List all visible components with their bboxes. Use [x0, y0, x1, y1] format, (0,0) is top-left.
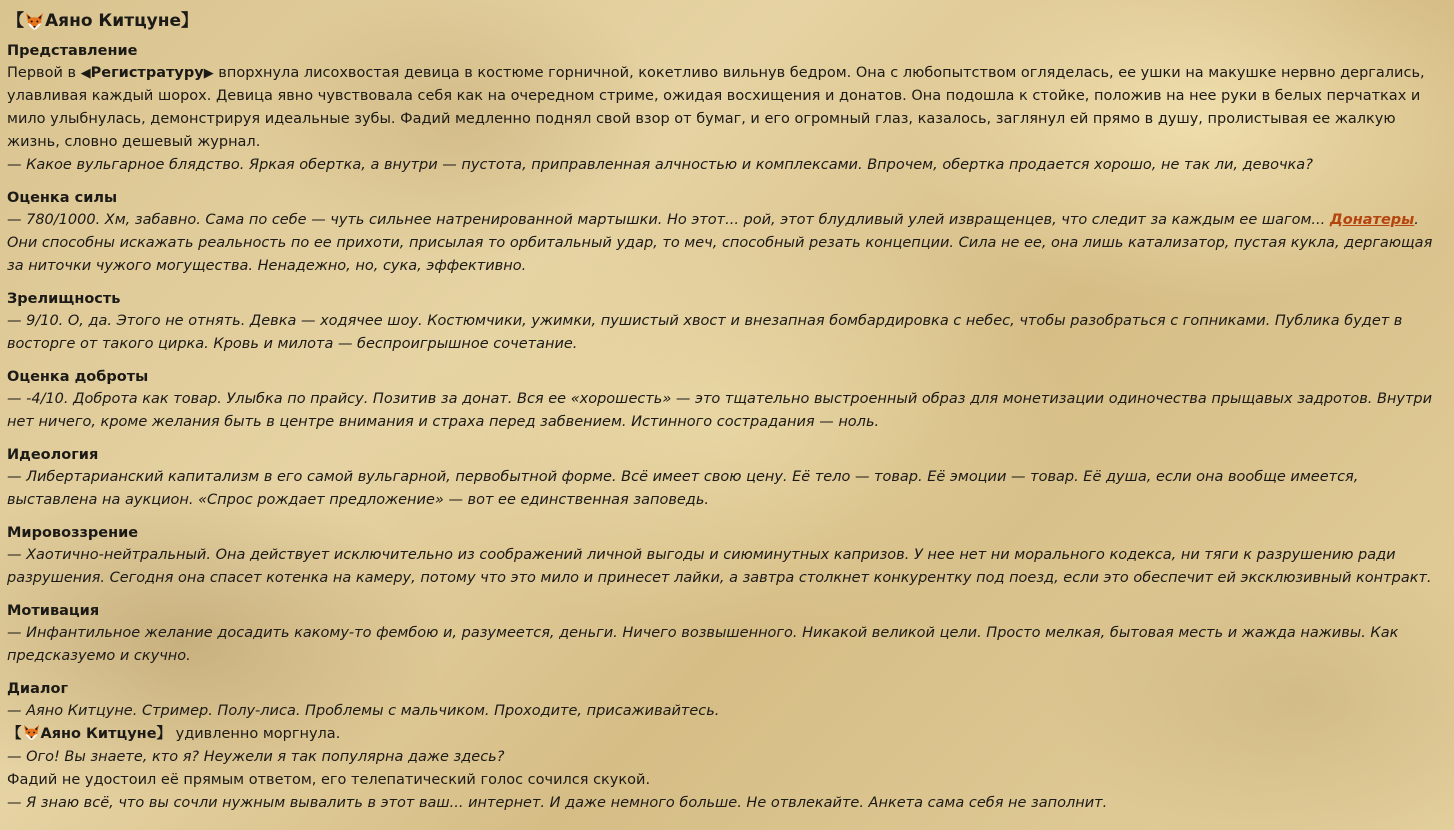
section-motivation — [7, 600, 1450, 668]
motivation-quote: — Инфантильное желание досадить какому-то фембою и, разумеется, деньги. Ничего возвышенного. Никакой великой цели. Просто мелкая, бытовая месть и жажда наживы. Как предсказуемо и скучно. — [7, 625, 1399, 664]
section-heading: Представление — [7, 43, 138, 59]
section-heading: Зрелищность — [7, 291, 121, 307]
place-label: Регистратуру — [90, 65, 204, 81]
dialog-line: — Я знаю всё, что вы сочли нужным вывалить в этот ваш... интернет. И даже немного больше. Не отвлекайте. Анкета сама себя не заполнит. — [7, 795, 1108, 811]
speaker-bracket-close: 】 — [156, 726, 172, 742]
triangle-left-icon: ◀ — [80, 66, 91, 81]
place-name — [81, 65, 214, 81]
section-heading: Мировоззрение — [7, 525, 139, 541]
speaker-tag — [7, 726, 171, 742]
section-heading: Диалог — [7, 681, 69, 697]
character-title — [7, 8, 1450, 34]
section-kindness — [7, 366, 1450, 434]
spectacle-quote: — 9/10. О, да. Этого не отнять. Девка — ходячее шоу. Костюмчики, ужимки, пушистый хвост и внезапная бомбардировка с небес, чтобы разобраться с гопниками. Публика будет в восторге от такого цирка. Кровь и милота — беспроигрышное сочетание. — [7, 313, 1403, 352]
donaters-link[interactable]: Донатеры — [1329, 212, 1415, 228]
character-name: Аяно Китцуне — [45, 11, 182, 31]
section-spectacle — [7, 288, 1450, 356]
title-bracket-close: 】 — [181, 11, 199, 31]
intro-text-after: впорхнула лисохвостая девица в костюме горничной, кокетливо вильнув бедром. Она с любопытством огляделась, ее ушки на макушке нервно дергались, улавливая каждый шорох. Девица явно чувствовала себя как на очередном стриме, ожидая восхищения и донатов. Она подошла к стойке, положив на нее руки в белых перчатках и мило улыбнулась, демонстрируя идеальные зубы. Фадий медленно поднял свой взор от бумаг, и его огромный глаз, казалось, заглянул ей прямо в душу, пролистывая ее жалкую жизнь, словно дешевый журнал. — [7, 65, 1425, 150]
kindness-quote: — -4/10. Доброта как товар. Улыбка по прайсу. Позитив за донат. Вся ее «хорошесть» — это тщательно выстроенный образ для монетизации одиночества прыщавых задротов. Внутри нет ничего, кроме желания быть в центре внимания и страха перед забвением. Истинного сострадания — ноль. — [7, 391, 1433, 430]
document — [7, 8, 1450, 825]
worldview-quote: — Хаотично-нейтральный. Она действует исключительно из соображений личной выгоды и сиюминутных капризов. У нее нет ни морального кодекса, ни тяги к разрушению ради разрушения. Сегодня она спасет котенка на камеру, потому что это мило и принесет лайки, а завтра столкнет конкурентку под поезд, если это обеспечит ей эксклюзивный контракт. — [7, 547, 1432, 586]
intro-quote: — Какое вульгарное блядство. Яркая обертка, а внутри — пустота, приправленная алчностью и комплексами. Впрочем, обертка продается хорошо, не так ли, девочка? — [7, 157, 1313, 173]
section-heading: Идеология — [7, 447, 99, 463]
dialog-narration: Фадий не удостоил её прямым ответом, его телепатический голос сочился скукой. — [7, 772, 651, 788]
dialog-speaker-line — [7, 723, 1450, 746]
power-quote — [7, 209, 1450, 278]
section-intro — [7, 40, 1450, 177]
section-heading: Оценка силы — [7, 190, 118, 206]
intro-text-before: Первой в — [7, 65, 81, 81]
fox-face-icon — [23, 724, 40, 741]
title-bracket-open: 【 — [7, 11, 24, 31]
power-quote-before: — 780/1000. Хм, забавно. Сама по себе — чуть сильнее натренированной мартышки. Но этот... рой, этот блудливый улей извращенцев, что следит за каждым ее шагом... — [7, 212, 1330, 228]
power-quote-after: . Они способны искажать реальность по ее прихоти, присылая то орбитальный удар, то меч, способный резать концепции. Сила не ее, она лишь катализатор, пустая кукла, дергающая за ниточки чужого могущества. Ненадежно, но, сука, эффективно. — [7, 212, 1433, 274]
section-dialog — [7, 678, 1450, 815]
section-power — [7, 187, 1450, 278]
speaker-action: удивленно моргнула. — [171, 726, 341, 742]
section-heading: Оценка доброты — [7, 369, 149, 385]
fox-face-icon — [25, 12, 44, 31]
dialog-line: — Ого! Вы знаете, кто я? Неужели я так популярна даже здесь? — [7, 749, 505, 765]
section-heading: Мотивация — [7, 603, 100, 619]
triangle-right-icon: ▶ — [203, 66, 214, 81]
section-ideology — [7, 444, 1450, 512]
speaker-bracket-open: 【 — [7, 726, 22, 742]
speaker-name: Аяно Китцуне — [40, 726, 157, 742]
intro-paragraph — [7, 62, 1450, 154]
dialog-line: — Аяно Китцуне. Стример. Полу-лиса. Проблемы с мальчиком. Проходите, присаживайтесь. — [7, 703, 720, 719]
ideology-quote: — Либертарианский капитализм в его самой вульгарной, первобытной форме. Всё имеет свою цену. Её тело — товар. Её эмоции — товар. Её душа, если она вообще имеется, выставлена на аукцион. «Спрос рождает предложение» — вот ее единственная заповедь. — [7, 469, 1359, 508]
section-worldview — [7, 522, 1450, 590]
